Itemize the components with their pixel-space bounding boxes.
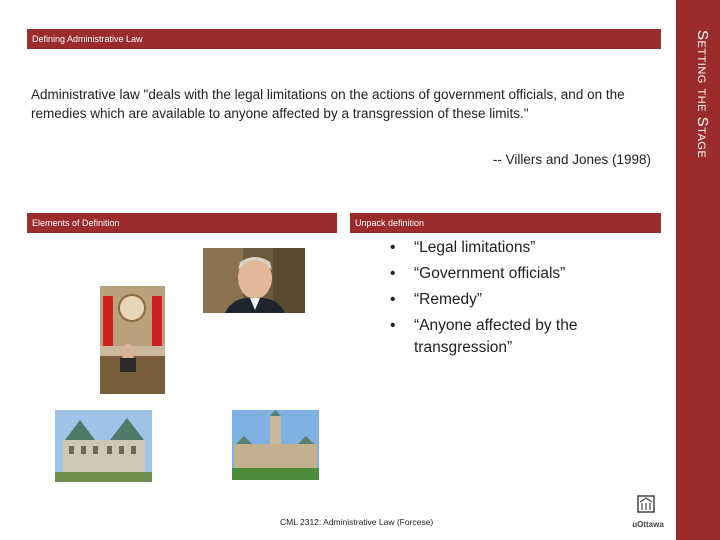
politician-portrait-image [203,248,305,313]
bullet-icon: • [390,291,396,308]
list-item [390,289,620,311]
supreme-court-image [55,410,152,482]
bullet-text: “Anyone affected by the transgression” [414,317,578,356]
list-item [390,315,620,359]
slide-section-title: Setting the Stage [694,30,711,159]
page-title: Defining Administrative Law [27,29,661,49]
definition-bullet-list [390,237,620,363]
bullet-icon: • [390,239,396,256]
parliament-image [232,410,319,480]
tribunal-hearing-image [100,286,165,394]
definition-quote: Administrative law "deals with the legal limitations on the actions of government officials, and on the remedies which are available to anyone affected by a transgression of these limits." [31,87,625,121]
bullet-icon: • [390,317,396,334]
university-logo-text: uOttawa [632,520,664,529]
bullet-icon: • [390,265,396,282]
bullet-text: “Legal limitations” [414,239,536,256]
section-title-unpack: Unpack definition [350,213,661,233]
slide-footer: CML 2312: Administrative Law (Forcese) [280,517,434,527]
section-title-elements: Elements of Definition [27,213,337,233]
quote-citation: -- Villers and Jones (1998) [492,152,651,167]
bullet-text: “Remedy” [414,291,483,308]
list-item [390,263,620,285]
bullet-text: “Government officials” [414,265,566,282]
list-item [390,237,620,259]
